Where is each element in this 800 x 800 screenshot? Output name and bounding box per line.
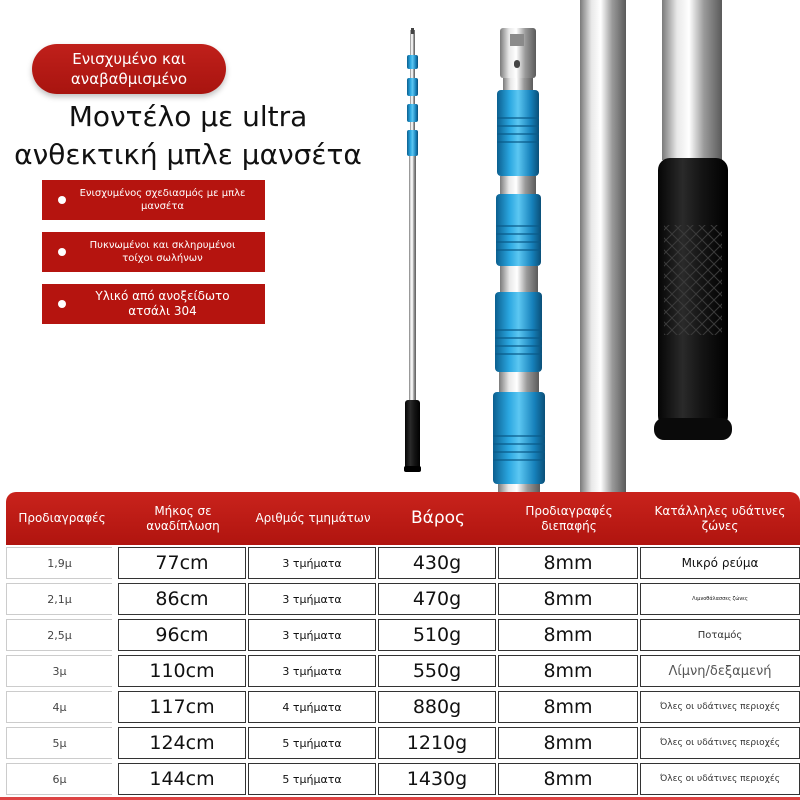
cell-length: 124cm bbox=[118, 727, 246, 759]
feature-text: Ενισχυμένος σχεδιασμός με μπλε μανσέτα bbox=[79, 188, 246, 212]
table-row bbox=[6, 763, 800, 795]
cell-zone: Όλες οι υδάτινες περιοχές bbox=[640, 691, 800, 723]
table-header bbox=[6, 492, 800, 545]
cell-weight: 1210g bbox=[378, 727, 496, 759]
cell-weight: 430g bbox=[378, 547, 496, 579]
cell-length: 110cm bbox=[118, 655, 246, 687]
cell-zone: Όλες οι υδάτινες περιοχές bbox=[640, 763, 800, 795]
table-row bbox=[6, 727, 800, 759]
cell-length: 96cm bbox=[118, 619, 246, 651]
cell-interface: 8mm bbox=[498, 763, 638, 795]
headline-line-2: ανθεκτική μπλε μανσέτα bbox=[14, 138, 362, 171]
cell-interface: 8mm bbox=[498, 691, 638, 723]
cell-spec: 3μ bbox=[6, 655, 112, 687]
cell-weight: 1430g bbox=[378, 763, 496, 795]
header-sections: Αριθμός τμημάτων bbox=[255, 511, 371, 525]
table-row bbox=[6, 547, 800, 579]
cell-zone: Όλες οι υδάτινες περιοχές bbox=[640, 727, 800, 759]
header-folded-length: Μήκος σε αναδίπλωση bbox=[146, 503, 220, 533]
cell-spec: 6μ bbox=[6, 763, 112, 795]
cell-sections: 3 τμήματα bbox=[248, 583, 376, 615]
upgrade-badge-label: Ενισχυμένο και αναβαθμισμένο bbox=[70, 50, 188, 88]
cell-length: 144cm bbox=[118, 763, 246, 795]
cell-length: 117cm bbox=[118, 691, 246, 723]
header-interface: Προδιαγραφές διεπαφής bbox=[525, 503, 613, 533]
cuff-closeup-view bbox=[493, 28, 545, 495]
cell-sections: 5 τμήματα bbox=[248, 763, 376, 795]
cell-sections: 3 τμήματα bbox=[248, 547, 376, 579]
cell-spec: 2,5μ bbox=[6, 619, 112, 651]
cell-interface: 8mm bbox=[498, 583, 638, 615]
header-spec: Προδιαγραφές bbox=[18, 511, 106, 525]
cell-sections: 3 τμήματα bbox=[248, 655, 376, 687]
cell-interface: 8mm bbox=[498, 655, 638, 687]
feature-text: Πυκνωμένοι και σκληρυμένοι τοίχοι σωλήνων bbox=[89, 240, 236, 264]
spec-table bbox=[0, 492, 800, 800]
cell-spec: 5μ bbox=[6, 727, 112, 759]
table-row bbox=[6, 691, 800, 723]
cell-zone: Λίμνη/δεξαμενή bbox=[640, 655, 800, 687]
cell-interface: 8mm bbox=[498, 547, 638, 579]
cell-spec: 2,1μ bbox=[6, 583, 112, 615]
cell-weight: 470g bbox=[378, 583, 496, 615]
table-row bbox=[6, 619, 800, 651]
table-row bbox=[6, 583, 800, 615]
cell-spec: 1,9μ bbox=[6, 547, 112, 579]
grip-handle-closeup bbox=[654, 0, 732, 440]
cell-length: 77cm bbox=[118, 547, 246, 579]
header-weight: Βάρος bbox=[410, 508, 466, 528]
cell-sections: 4 τμήματα bbox=[248, 691, 376, 723]
cell-weight: 550g bbox=[378, 655, 496, 687]
cell-zone: Ποταμός bbox=[640, 619, 800, 651]
cell-zone: Μικρό ρεύμα bbox=[640, 547, 800, 579]
cell-zone: Λιμνοθάλασσες ζώνες bbox=[640, 583, 800, 615]
cell-weight: 880g bbox=[378, 691, 496, 723]
cell-interface: 8mm bbox=[498, 619, 638, 651]
steel-tube-closeup bbox=[580, 0, 626, 495]
header-water-zones: Κατάλληλες υδάτινες ζώνες bbox=[654, 503, 786, 533]
cell-interface: 8mm bbox=[498, 727, 638, 759]
feature-text: Υλικό από ανοξείδωτο ατσάλι 304 bbox=[95, 289, 230, 318]
full-pole-view bbox=[404, 28, 421, 472]
cell-spec: 4μ bbox=[6, 691, 112, 723]
headline-line-1: Μοντέλο με ultra bbox=[68, 100, 308, 133]
cell-length: 86cm bbox=[118, 583, 246, 615]
cell-sections: 5 τμήματα bbox=[248, 727, 376, 759]
table-row bbox=[6, 655, 800, 687]
cell-weight: 510g bbox=[378, 619, 496, 651]
cell-sections: 3 τμήματα bbox=[248, 619, 376, 651]
